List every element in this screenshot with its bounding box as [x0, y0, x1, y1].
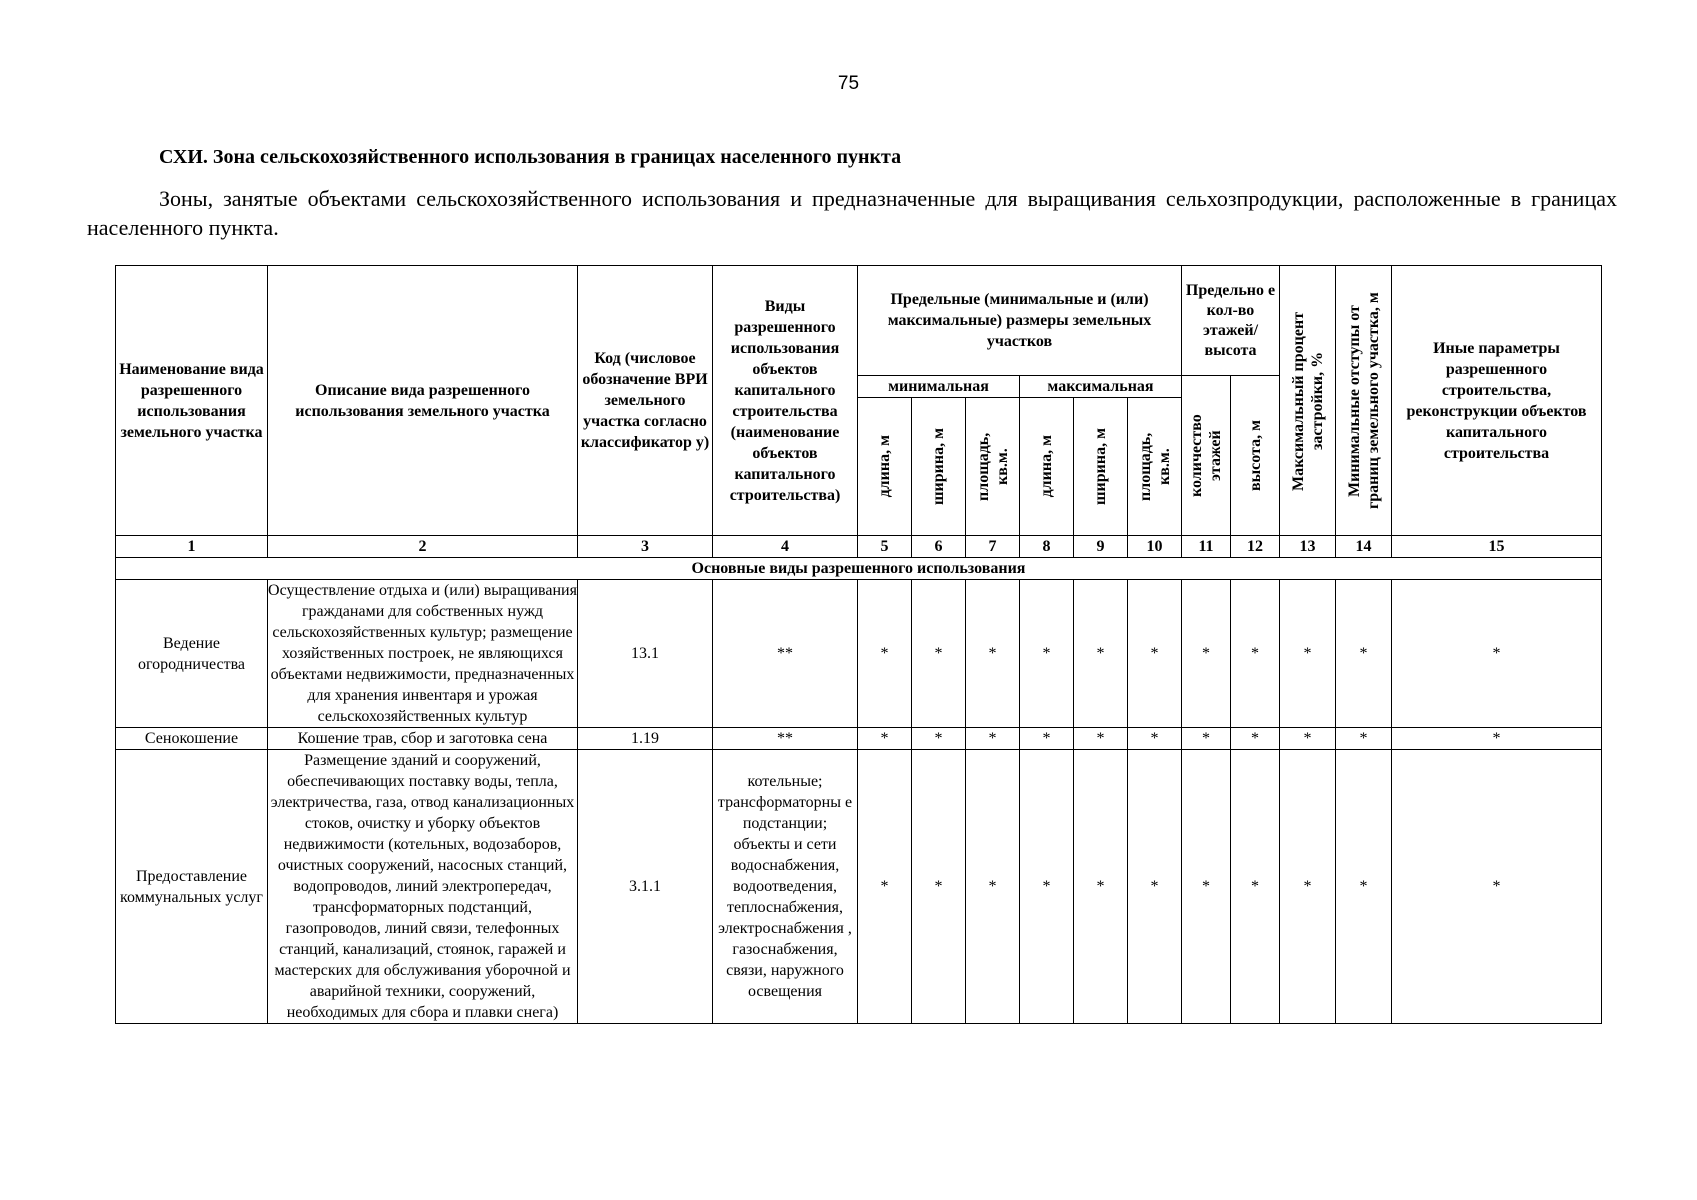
- column-number: 12: [1231, 536, 1280, 558]
- zone-description: Зоны, занятые объектами сельскохозяйственного использования и предназначенные для выращивания сельхозпродукции, расположенные в границах населенного пункта.: [87, 186, 1617, 240]
- row-value: *: [1074, 728, 1128, 750]
- table-row: [116, 750, 1602, 1024]
- column-number: 1: [116, 536, 268, 558]
- header-max-length: длина, м: [1020, 398, 1074, 536]
- column-number: 11: [1182, 536, 1231, 558]
- column-number: 9: [1074, 536, 1128, 558]
- row-code: 13.1: [578, 580, 713, 728]
- header-maximum: максимальная: [1020, 376, 1182, 398]
- column-number: 7: [966, 536, 1020, 558]
- row-kinds: **: [713, 728, 858, 750]
- row-value: *: [966, 580, 1020, 728]
- header-floors-count: количество этажей: [1182, 376, 1231, 536]
- header-name: Наименование вида разрешенного использования земельного участка: [116, 266, 268, 536]
- row-value: *: [1280, 728, 1336, 750]
- header-height: высота, м: [1231, 376, 1280, 536]
- row-name: Предоставление коммунальных услуг: [116, 750, 268, 1024]
- row-value: *: [1392, 750, 1602, 1024]
- column-number: 3: [578, 536, 713, 558]
- row-value: *: [1020, 750, 1074, 1024]
- row-code: 3.1.1: [578, 750, 713, 1024]
- row-value: *: [1231, 580, 1280, 728]
- column-number: 8: [1020, 536, 1074, 558]
- header-max-area: площадь, кв.м.: [1128, 398, 1182, 536]
- row-value: *: [1182, 750, 1231, 1024]
- row-value: *: [1128, 750, 1182, 1024]
- row-value: *: [966, 728, 1020, 750]
- regulations-table: [115, 265, 1602, 1024]
- column-number: 13: [1280, 536, 1336, 558]
- row-value: *: [966, 750, 1020, 1024]
- row-value: *: [1392, 728, 1602, 750]
- column-number: 6: [912, 536, 966, 558]
- column-number: 10: [1128, 536, 1182, 558]
- row-kinds: котельные; трансформаторны е подстанции; объекты и сети водоснабжения, водоотведения, теплоснабжения, электроснабжения , газоснабжения, связи, наружного освещения: [713, 750, 858, 1024]
- header-other-params: Иные параметры разрешенного строительства, реконструкции объектов капитального строительства: [1392, 266, 1602, 536]
- row-value: *: [1020, 580, 1074, 728]
- row-value: *: [1128, 728, 1182, 750]
- page-number: 75: [837, 73, 860, 94]
- header-minimum: минимальная: [858, 376, 1020, 398]
- table-row: [116, 728, 1602, 750]
- row-value: *: [1280, 580, 1336, 728]
- column-numbers-row: [116, 536, 1602, 558]
- row-value: *: [858, 728, 912, 750]
- row-value: *: [912, 750, 966, 1024]
- row-name: Ведение огородничества: [116, 580, 268, 728]
- row-value: *: [1182, 580, 1231, 728]
- column-number: 5: [858, 536, 912, 558]
- row-description: Кошение трав, сбор и заготовка сена: [268, 728, 578, 750]
- row-value: *: [1231, 750, 1280, 1024]
- section-title: Основные виды разрешенного использования: [116, 558, 1602, 580]
- header-max-percent: Максимальный процент застройки, %: [1280, 266, 1336, 536]
- row-value: *: [1074, 580, 1128, 728]
- row-value: *: [858, 750, 912, 1024]
- header-plot-sizes: Предельные (минимальные и (или) максимальные) размеры земельных участков: [858, 266, 1182, 376]
- row-value: *: [912, 580, 966, 728]
- header-min-width: ширина, м: [912, 398, 966, 536]
- header-floors-height: Предельно е кол-во этажей/ высота: [1182, 266, 1280, 376]
- row-name: Сенокошение: [116, 728, 268, 750]
- row-kinds: **: [713, 580, 858, 728]
- row-code: 1.19: [578, 728, 713, 750]
- header-min-setbacks: Минимальные отступы от границ земельного участка, м: [1336, 266, 1392, 536]
- row-description: Осуществление отдыха и (или) выращивания гражданами для собственных нужд сельскохозяйственных культур; размещение хозяйственных построек, не являющихся объектами недвижимости, предназначенных для хранения инвентаря и урожая сельскохозяйственных культур: [268, 580, 578, 728]
- row-value: *: [912, 728, 966, 750]
- header-max-width: ширина, м: [1074, 398, 1128, 536]
- row-value: *: [1182, 728, 1231, 750]
- table-row: [116, 580, 1602, 728]
- column-number: 14: [1336, 536, 1392, 558]
- row-value: *: [1280, 750, 1336, 1024]
- column-number: 4: [713, 536, 858, 558]
- header-kinds: Виды разрешенного использования объектов капитального строительства (наименование объектов капитального строительства): [713, 266, 858, 536]
- row-value: *: [1336, 728, 1392, 750]
- row-value: *: [1392, 580, 1602, 728]
- row-value: *: [1074, 750, 1128, 1024]
- section-row: [116, 558, 1602, 580]
- zone-title: СХИ. Зона сельскохозяйственного использования в границах населенного пункта: [159, 146, 902, 168]
- row-value: *: [1231, 728, 1280, 750]
- header-description: Описание вида разрешенного использования земельного участка: [268, 266, 578, 536]
- row-value: *: [1336, 580, 1392, 728]
- column-number: 2: [268, 536, 578, 558]
- row-value: *: [1336, 750, 1392, 1024]
- row-value: *: [1128, 580, 1182, 728]
- column-number: 15: [1392, 536, 1602, 558]
- header-code: Код (числовое обозначение ВРИ земельного участка согласно классификатор у): [578, 266, 713, 536]
- header-min-area: площадь, кв.м.: [966, 398, 1020, 536]
- header-min-length: длина, м: [858, 398, 912, 536]
- row-value: *: [1020, 728, 1074, 750]
- row-description: Размещение зданий и сооружений, обеспечивающих поставку воды, тепла, электричества, газа, отвод канализационных стоков, очистку и уборку объектов недвижимости (котельных, водозаборов, очистных сооружений, насосных станций, водопроводов, линий электропередач, трансформаторных подстанций, газопроводов, линий связи, телефонных станций, канализаций, стоянок, гаражей и мастерских для обслуживания уборочной и аварийной техники, сооружений, необходимых для сбора и плавки снега): [268, 750, 578, 1024]
- row-value: *: [858, 580, 912, 728]
